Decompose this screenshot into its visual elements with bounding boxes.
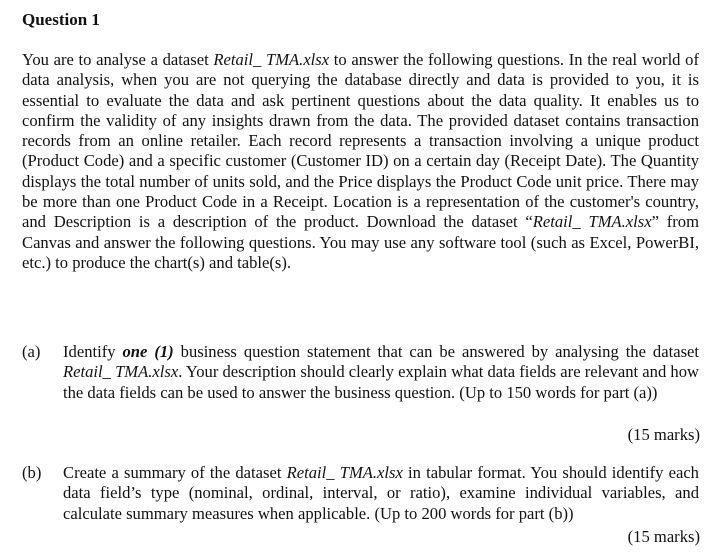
dataset-filename: Retail_ TMA.xlsx bbox=[213, 50, 330, 69]
part-b-label: (b) bbox=[22, 463, 42, 482]
dataset-filename: Retail_ TMA.xlsx bbox=[63, 362, 179, 382]
intro-text-1: You are to analyse a dataset bbox=[22, 50, 214, 69]
part-b-text-2: in tabular format. You should identify each data field’s type (nominal, ordinal, interval, or ratio), examine individual variables, and calculate summary measures when applicable. (Up to 200 words for part (b)) bbox=[63, 463, 699, 523]
part-a-marks: (15 marks) bbox=[627, 425, 700, 444]
part-a-emphasis: one (1) bbox=[122, 342, 174, 361]
intro-paragraph bbox=[22, 50, 699, 273]
intro-text-3: ” from Canvas and answer the following questions. You may use any software tool (such as Excel, PowerBI, etc.) to produce the chart(s) and table(s). bbox=[22, 212, 699, 272]
part-a-text-2: business question statement that can be answered by analysing the dataset bbox=[173, 342, 699, 361]
intro-text-2: to answer the following questions. In the real world of data analysis, when you are not querying the database directly and data is provided to you, it is essential to evaluate the data and ask pertinent questions about the data quality. It enables us to confirm the validity of any insights drawn from the data. The provided dataset contains transaction records from an online retailer. Each record represents a transaction involving a unique product (Product Code) and a specific customer (Customer ID) on a certain day (Receipt Date). The Quantity displays the total number of units sold, and the Price displays the Product Code unit price. There may be more than one Product Code in a Receipt. Location is a representation of the customer's country, and Description is a description of the product. Download the dataset “ bbox=[22, 50, 699, 232]
part-a-text-1: Identify bbox=[63, 342, 123, 361]
part-b-text-1: Create a summary of the dataset bbox=[63, 463, 287, 482]
dataset-filename: Retail_ TMA.xlsx bbox=[532, 212, 652, 232]
part-a-text bbox=[63, 342, 699, 403]
part-a-text-3: . Your description should clearly explain what data fields are relevant and how the data fields can be used to answer the business question. (Up to 150 words for part (a)) bbox=[63, 362, 699, 402]
part-b-marks: (15 marks) bbox=[627, 527, 700, 546]
part-a-label: (a) bbox=[22, 342, 41, 361]
part-b-text bbox=[63, 463, 699, 524]
question-title: Question 1 bbox=[22, 10, 100, 29]
dataset-filename: Retail_ TMA.xlsx bbox=[286, 463, 403, 482]
